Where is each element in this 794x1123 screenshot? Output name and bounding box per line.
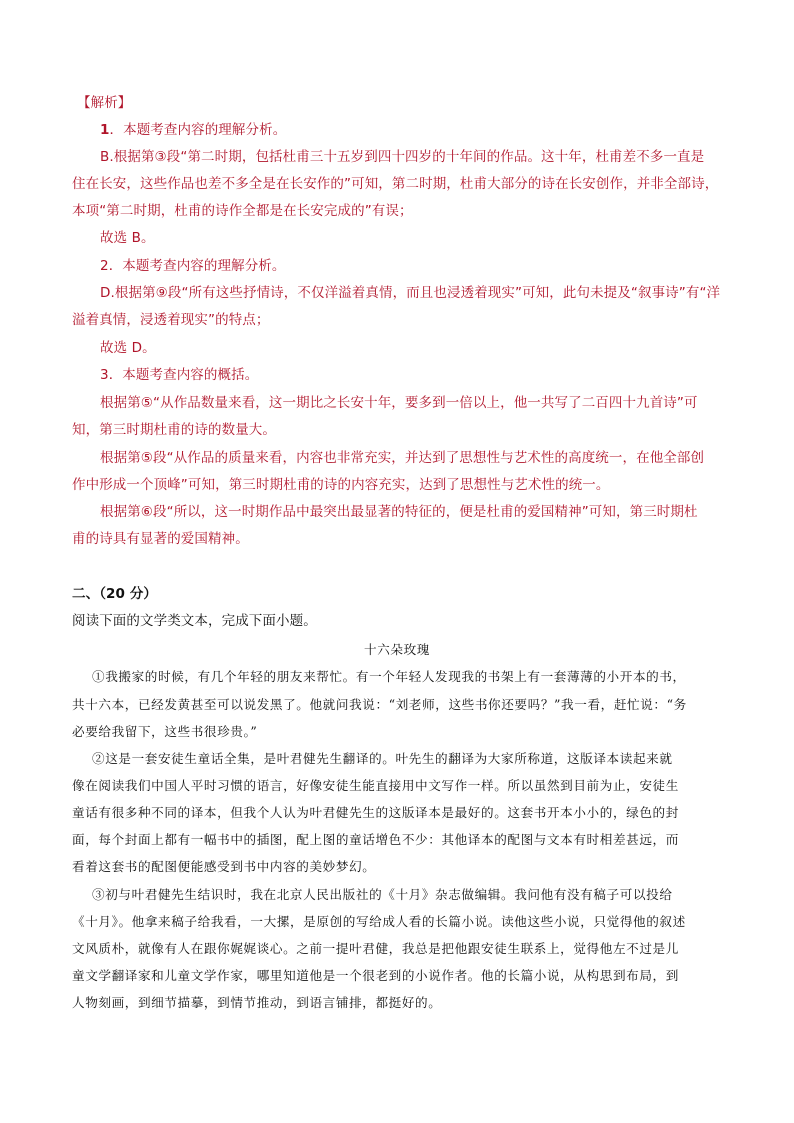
section-heading: 二、（20 分） [72, 586, 158, 602]
q3-title: 3．本题考查内容的概括。 [100, 367, 259, 383]
story-line-13: 人物刻画，到细节描摹，到情节推动，到语言铺排，都挺好的。 [72, 995, 442, 1010]
story-line-10: 《十月》。他拿来稿子给我看，一大摞，是原创的写给成人看的长篇小说。读他这些小说，只觉得他的叙述 [72, 914, 686, 929]
story-line-9: ③初与叶君健先生结识时，我在北京人民出版社的《十月》杂志做编辑。我问他有没有稿子可以投给 [92, 887, 673, 902]
story-line-1: ①我搬家的时候，有几个年轻的朋友来帮忙。有一个年轻人发现我的书架上有一套薄薄的小开本的书， [92, 669, 686, 684]
story-line-4: ②这是一套安徒生童话全集，是叶君健先生翻译的。叶先生的翻译为大家所称道，这版译本读起来就 [92, 751, 673, 766]
story-line-8: 看着这套书的配图便能感受到书中内容的美妙梦幻。 [72, 859, 376, 874]
q1-line-2: 住在长安，这些作品也差不多全是在长安作的”可知，第二时期，杜甫大部分的诗在长安创作，并非全部诗， [72, 176, 719, 192]
q2-line-2: 溢着真情，浸透着现实”的特点； [72, 312, 270, 328]
q1-title: 1．本题考查内容的理解分析。 [100, 122, 287, 138]
q3-line-6: 甫的诗具有显著的爱国精神。 [72, 531, 249, 547]
q1-line-3: 本项“第二时期，杜甫的诗作全都是在长安完成的”有误； [72, 203, 413, 219]
story-line-5: 像在阅读我们中国人平时习惯的语言，好像安徒生能直接用中文写作一样。所以虽然到目前为止，安徒生 [72, 778, 679, 793]
q3-line-5: 根据第⑥段“所以，这一时期作品中最突出最显著的特征的，便是杜甫的爱国精神”可知，第三时期杜 [100, 504, 698, 520]
story-title: 十六朵玫瑰 [364, 642, 430, 657]
q1-answer: 故选 B。 [100, 230, 155, 246]
q3-line-4: 作中形成一个顶峰”可知，第三时期杜甫的诗的内容充实，达到了思想性与艺术性的统一。 [72, 477, 610, 493]
q3-line-1: 根据第⑤“从作品数量来看，这一期比之长安十年，要多到一倍以上，他一共写了二百四十九首诗”可 [100, 395, 698, 411]
section-instruction: 阅读下面的文学类文本，完成下面小题。 [72, 613, 317, 629]
q3-line-3: 根据第⑤段“从作品的质量来看，内容也非常充实，并达到了思想性与艺术性的高度统一，在他全部创 [100, 450, 705, 466]
q2-title: 2．本题考查内容的理解分析。 [100, 258, 286, 274]
story-line-6: 童话有很多种不同的译本，但我个人认为叶君健先生的这版译本是最好的。这套书开本小小的，绿色的封 [72, 805, 679, 820]
q2-line-1: D.根据第⑨段“所有这些抒情诗，不仅洋溢着真情，而且也浸透着现实”可知，此句未提及“叙事诗”有“洋 [100, 285, 721, 301]
analysis-header: 【解析】 [77, 95, 132, 111]
story-line-11: 文风质朴，就像有人在跟你娓娓谈心。之前一提叶君健，我总是把他跟安徒生联系上，觉得他左不过是儿 [72, 941, 679, 956]
story-line-2: 共十六本，已经发黄甚至可以说发黑了。他就问我说：“刘老师，这些书你还要吗？”我一看，赶忙说：“务 [72, 697, 687, 712]
q3-line-2: 知，第三时期杜甫的诗的数量大。 [72, 422, 276, 438]
story-line-3: 必要给我留下，这些书很珍贵。” [72, 724, 258, 739]
story-line-7: 面，每个封面上都有一幅书中的插图，配上图的童话增色不少：其他译本的配图与文本有时相差甚远，而 [72, 832, 679, 847]
story-line-12: 童文学翻译家和儿童文学作家，哪里知道他是一个很老到的小说作者。他的长篇小说，从构思到布局，到 [72, 968, 679, 983]
q2-answer: 故选 D。 [100, 340, 156, 356]
q1-line-1: B.根据第③段“第二时期，包括杜甫三十五岁到四十四岁的十年间的作品。这十年，杜甫差不多一直是 [100, 149, 705, 165]
